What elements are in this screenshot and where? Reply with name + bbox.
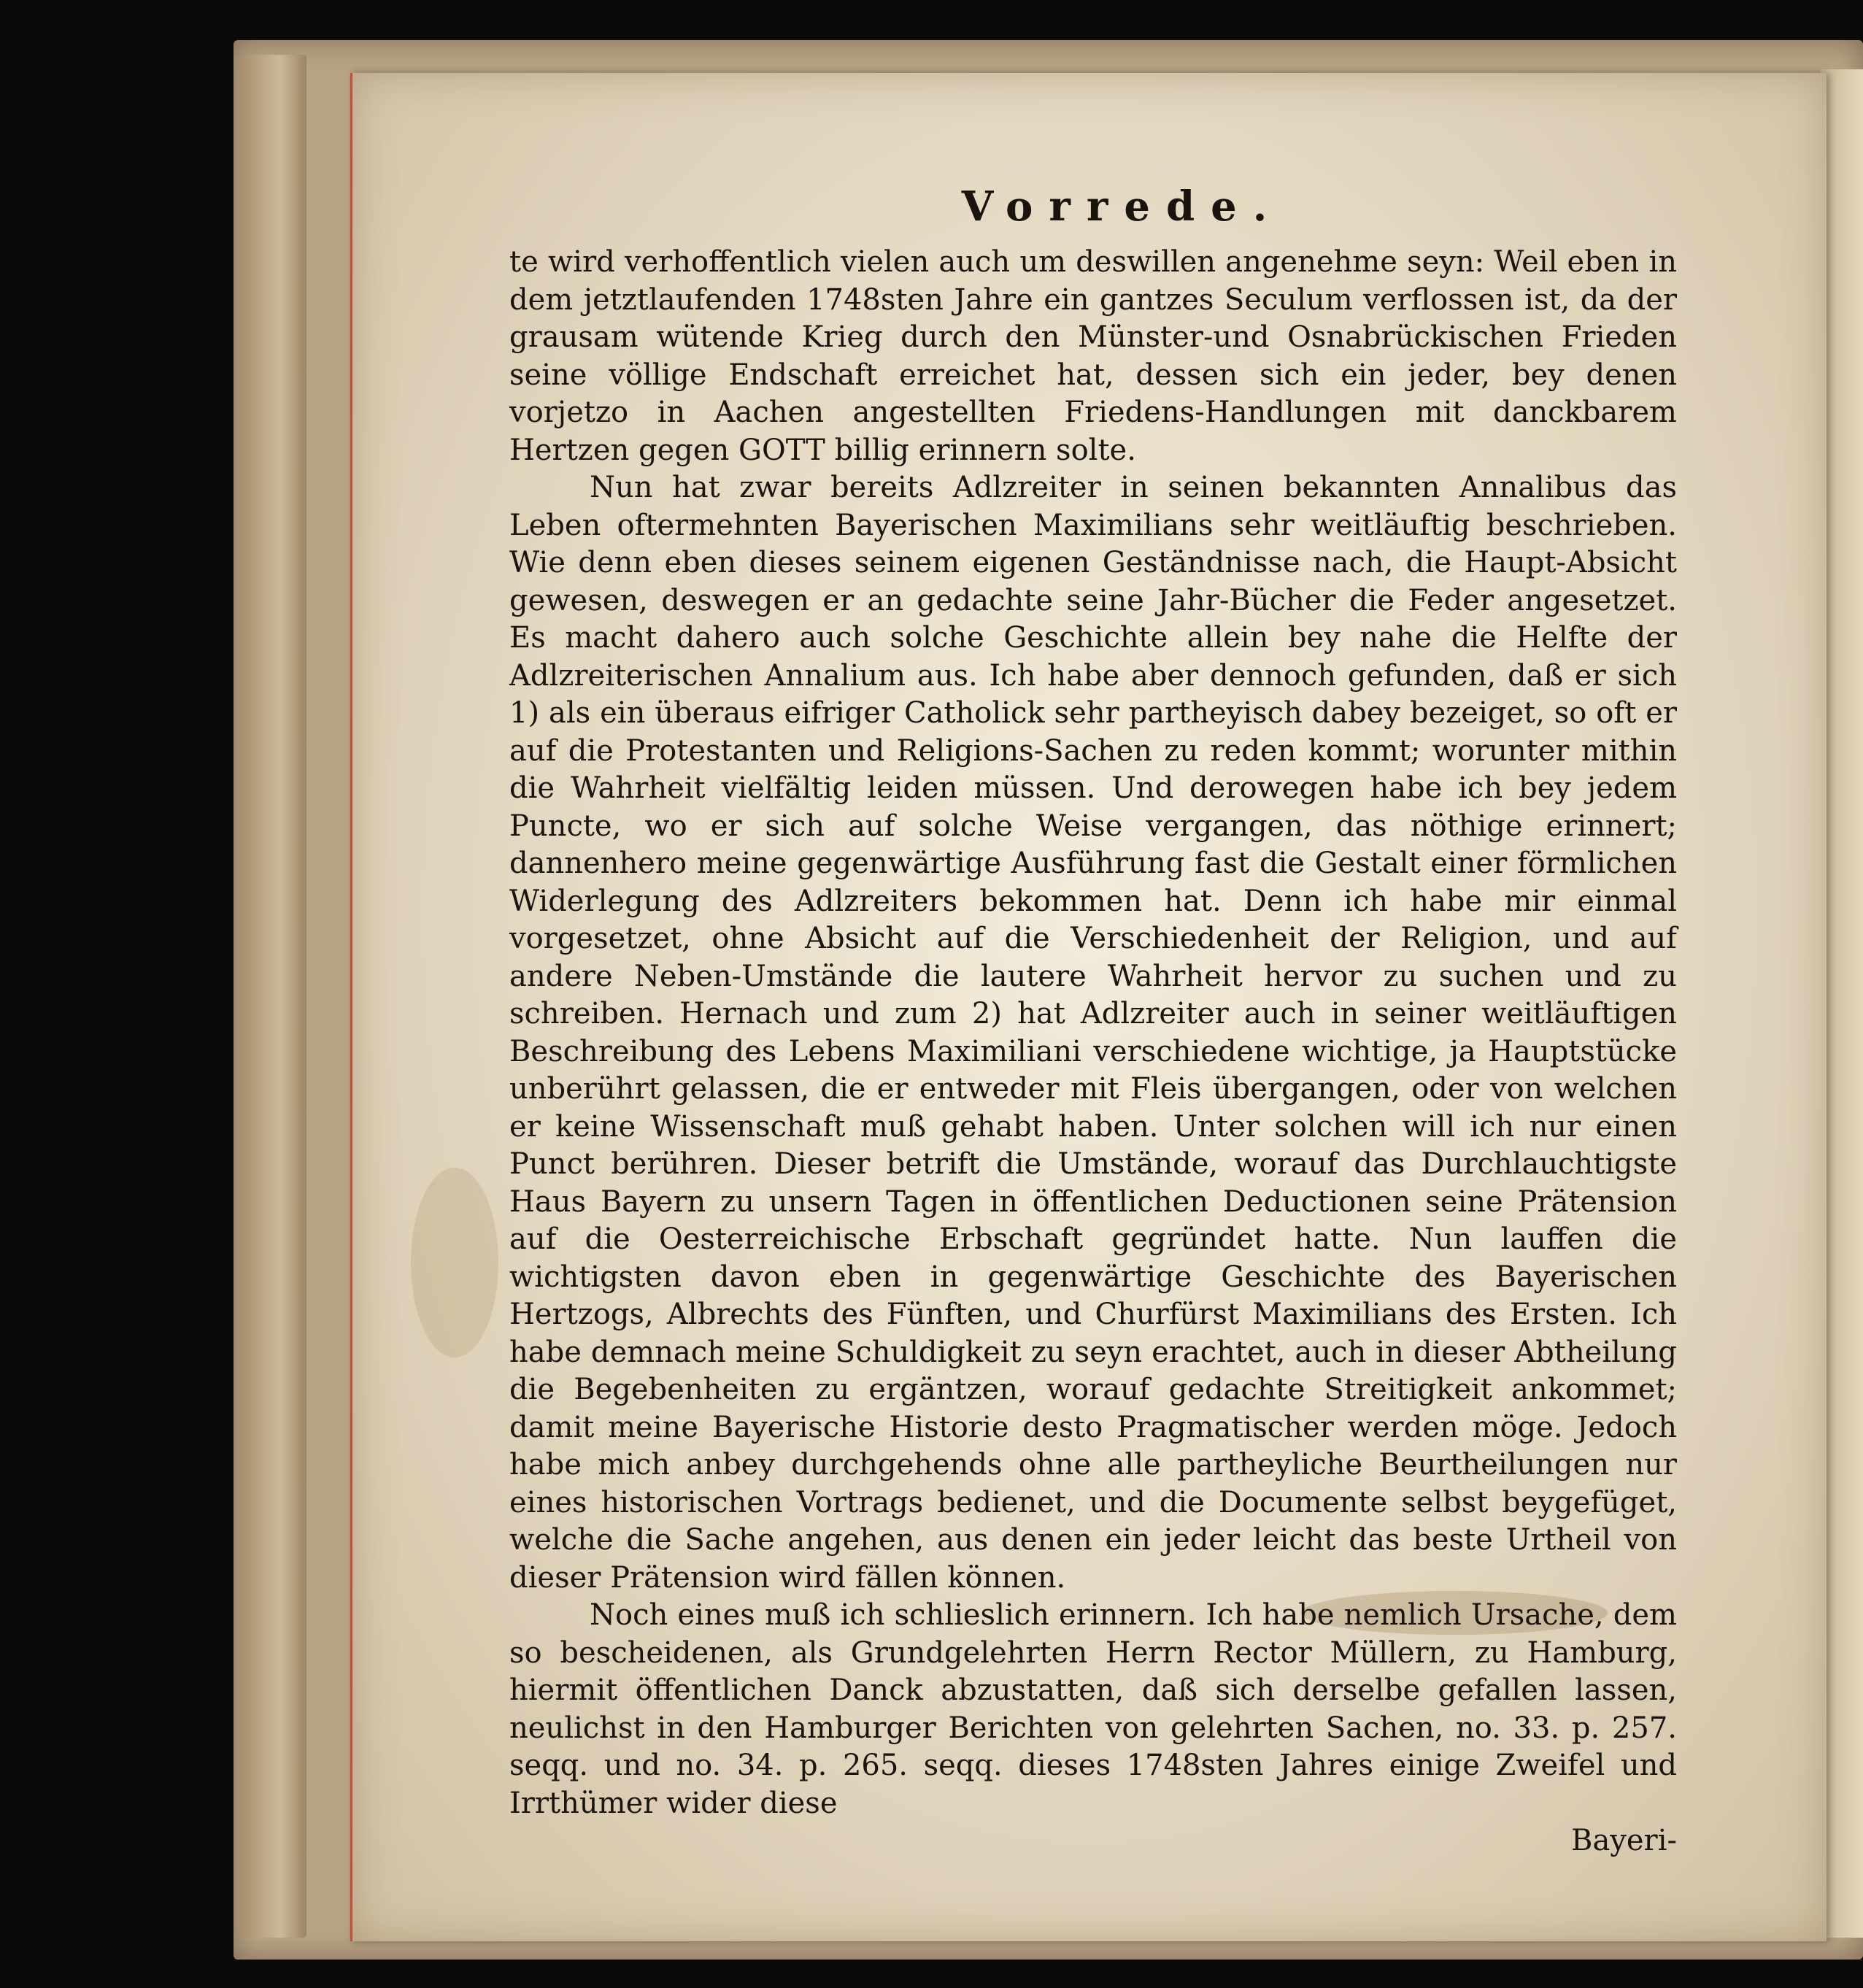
paragraph-acknowledgement: Noch eines muß ich schlieslich erinnern. Ich habe nemlich Ursache, dem so bescheidenen, als Grundgelehrten Herrn Rector Müllern, zu Hamburg, hiermit öffentlichen Danck abzustatten, daß sich derselbe gefallen lassen, neulichst in den Hamburger Berichten von gelehrten Sachen, no. 33. p. 257. seqq. und no. 34. p. 265. seqq. dieses 1748sten Jahres einige Zweifel und Irrthümer wider diese [509, 1598, 1677, 1820]
book-spine-edge [241, 55, 306, 1938]
paper-stain [411, 1168, 498, 1357]
paragraph-continued: te wird verhoffentlich vielen auch um deswillen angenehme seyn: Weil eben in dem jetztlaufenden 1748sten Jahre ein gantzes Seculum verflossen ist, da der grausam wütende Krieg durch den Münster-und Osnabrückischen Frieden seine völlige Endschaft erreichet hat, dessen sich ein jeder, bey denen vorjetzo in Aachen angestellten Friedens-Handlungen mit danckbarem Hertzen gegen GOTT billig erinnern solte. [509, 245, 1677, 467]
page-text-block [509, 182, 1677, 1860]
catchword: Bayeri- [1571, 1824, 1677, 1857]
paragraph-adlzreiter: Nun hat zwar bereits Adlzreiter in seinen bekannten Annalibus das Leben oftermehnten Bayerischen Maximilians sehr weitläuftig beschrieben. Wie denn eben dieses seinem eigenen Geständnisse nach, die Haupt-Absicht gewesen, deswegen er an gedachte seine Jahr-Bücher die Feder angesetzet. Es macht dahero auch solche Geschichte allein bey nahe die Helfte der Adlzreiterischen Annalium aus. Ich habe aber dennoch gefunden, daß er sich 1) als ein überaus eifriger Catholick sehr partheyisch dabey bezeiget, so oft er auf die Protestanten und Religions-Sachen zu reden kommt; worunter mithin die Wahrheit vielfältig leiden müssen. Und derowegen habe ich bey jedem Puncte, wo er sich auf solche Weise vergangen, das nöthige erinnert; dannenhero meine gegenwärtige Ausführung fast die Gestalt einer förmlichen Widerlegung des Adlzreiters bekommen hat. Denn ich habe mir einmal vorgesetzet, ohne Absicht auf die Verschiedenheit der Religion, und auf andere Neben-Umstände die lautere Wahrheit hervor zu suchen und zu schreiben. Hernach und zum 2) hat Adlzreiter auch in seiner weitläuftigen Beschreibung des Lebens Maximiliani verschiedene wichtige, ja Hauptstücke unberührt gelassen, die er entweder mit Fleis übergangen, oder von welchen er keine Wissenschaft muß gehabt haben. Unter solchen will ich nur einen Punct berühren. Dieser betrift die Umstände, worauf das Durchlauchtigste Haus Bayern zu unsern Tagen in öffentlichen Deductionen seine Prätension auf die Oesterreichische Erbschaft gegründet hatte. Nun lauffen die wichtigsten davon eben in gegenwärtige Geschichte des Bayerischen Hertzogs, Albrechts des Fünften, und Churfürst Maximilians des Ersten. Ich habe demnach meine Schuldigkeit zu seyn erachtet, auch in dieser Abtheilung die Begebenheiten zu ergäntzen, worauf gedachte Streitigkeit ankommet; damit meine Bayerische Historie desto Pragmatischer werden möge. Jedoch habe mich anbey durchgehends ohne alle partheyliche Beurtheilungen nur eines historischen Vortrags bedienet, und die Documente selbst beygefüget, welche die Sache angehen, aus denen ein jeder leicht das beste Urtheil von dieser Prätension wird fällen können. [509, 471, 1677, 1595]
facing-page-edge [1821, 69, 1863, 1938]
book-page [350, 73, 1827, 1941]
running-head: Vorrede. [961, 182, 1284, 231]
